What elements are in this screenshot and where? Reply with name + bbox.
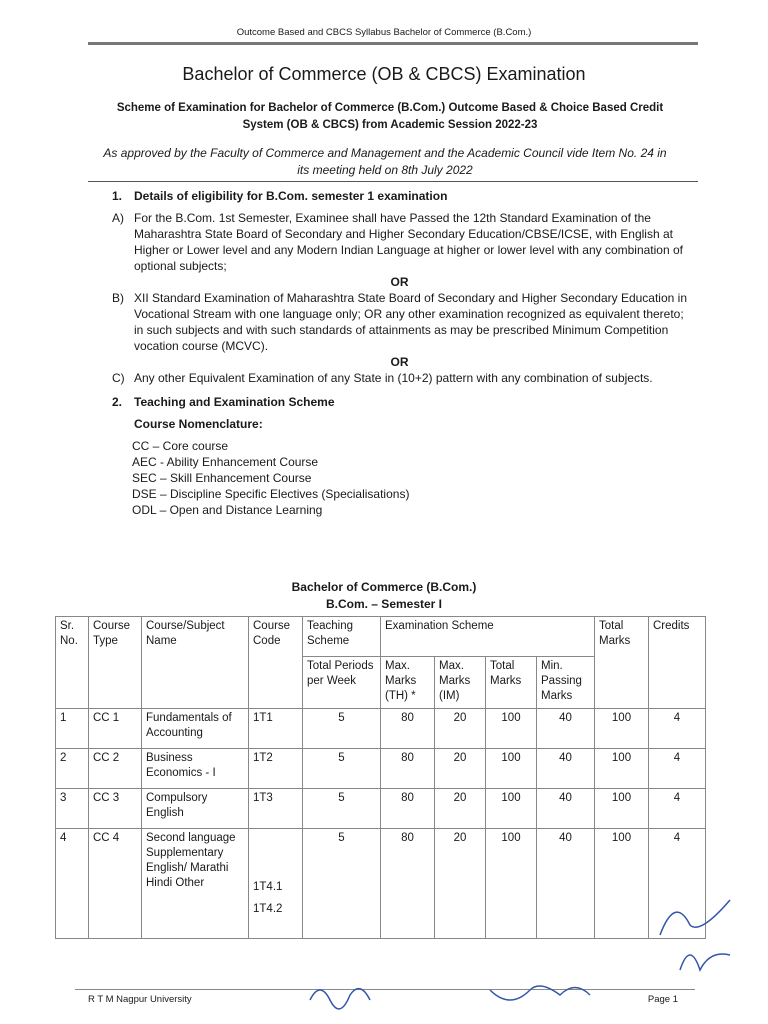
col-im: Max. Marks (IM): [435, 657, 486, 709]
col-th: Max. Marks (TH) *: [381, 657, 435, 709]
cell-code: 1T3: [249, 789, 303, 829]
table-title: Bachelor of Commerce (B.Com.): [291, 580, 477, 594]
cell-total: 100: [595, 829, 649, 939]
cell-sr: 4: [56, 829, 89, 939]
nomenclature-item: ODL – Open and Distance Learning: [132, 503, 323, 517]
approval-note: As approved by the Faculty of Commerce and Management and the Academic Council vide Item No. 24 in its meeting held on 8th July 2022: [103, 146, 667, 177]
cell-total: 100: [595, 749, 649, 789]
section-number: 1.: [112, 189, 123, 203]
section-heading: Details of eligibility for B.Com. semester 1 examination: [134, 189, 448, 203]
signature-scribbles: [300, 960, 700, 1020]
item-label: A): [112, 211, 124, 225]
cell-exam_total: 100: [486, 749, 537, 789]
col-exam-total: Total Marks: [486, 657, 537, 709]
section-heading: Teaching and Examination Scheme: [134, 395, 335, 409]
cell-th: 80: [381, 829, 435, 939]
cell-credits: 4: [649, 709, 706, 749]
col-credits: Credits: [649, 617, 706, 709]
table-subtitle: B.Com. – Semester I: [325, 597, 443, 611]
or-separator: OR: [390, 355, 409, 369]
cell-name: Compulsory English: [142, 789, 249, 829]
nomenclature-item: DSE – Discipline Specific Electives (Specialisations): [132, 487, 410, 501]
header-rule: [88, 42, 698, 45]
table-row: [56, 789, 706, 829]
col-total: Total Marks: [595, 617, 649, 709]
section-eligibility: [112, 188, 687, 576]
table-row: [56, 749, 706, 789]
cell-periods: 5: [303, 749, 381, 789]
cell-im: 20: [435, 829, 486, 939]
cell-type: CC 1: [89, 709, 142, 749]
subtitle: Scheme of Examination for Bachelor of Commerce (B.Com.) Outcome Based & Choice Based Credit System (OB & CBCS) from Academic Session 2022-23: [116, 102, 664, 131]
margin-signature: [650, 880, 740, 980]
section-number: 2.: [112, 395, 123, 409]
cell-min: 40: [537, 709, 595, 749]
cell-periods: 5: [303, 709, 381, 749]
col-name: Course/Subject Name: [142, 617, 249, 709]
cell-im: 20: [435, 709, 486, 749]
nomenclature-item: AEC - Ability Enhancement Course: [132, 455, 319, 469]
cell-min: 40: [537, 829, 595, 939]
header-row: [56, 617, 706, 657]
item-label: B): [112, 291, 124, 305]
cell-type: CC 4: [89, 829, 142, 939]
nomenclature-list: [132, 438, 687, 518]
col-type: Course Type: [89, 617, 142, 709]
item-text: For the B.Com. 1st Semester, Examinee shall have Passed the 12th Standard Examination of the Maharashtra State Board of Secondary and Higher Secondary Education/CBSE/ICSE, with English at Higher or Lower level and any Modern Indian Language at higher or lower level with any combination of optional subjects;: [134, 211, 683, 273]
cell-exam_total: 100: [486, 709, 537, 749]
page-title: Bachelor of Commerce (OB & CBCS) Examination: [182, 64, 586, 84]
table-row: [56, 829, 706, 939]
cell-im: 20: [435, 749, 486, 789]
divider: [88, 181, 698, 182]
cell-total: 100: [595, 789, 649, 829]
scheme-table: [55, 616, 706, 939]
footer-university: R T M Nagpur University: [88, 994, 192, 1005]
item-text: Any other Equivalent Examination of any State in (10+2) pattern with any combination of subjects.: [134, 371, 653, 385]
cell-periods: 5: [303, 829, 381, 939]
cell-min: 40: [537, 749, 595, 789]
cell-exam_total: 100: [486, 829, 537, 939]
page-number: Page 1: [647, 994, 678, 1005]
col-teaching: Teaching Scheme: [303, 617, 381, 657]
cell-credits: 4: [649, 789, 706, 829]
cell-periods: 5: [303, 789, 381, 829]
nomenclature-item: SEC – Skill Enhancement Course: [132, 471, 312, 485]
cell-credits: 4: [649, 829, 706, 939]
item-text: XII Standard Examination of Maharashtra State Board of Secondary and Higher Secondary Education in Vocational Stream with one language only; OR any other examination recognized as equivalent thereto; in such subjects and with such standards of attainments as may be prescribed Minimum Competition vocation course (MCVC).: [134, 291, 687, 353]
running-header: Outcome Based and CBCS Syllabus Bachelor of Commerce (B.Com.): [236, 27, 532, 38]
cell-sr: 2: [56, 749, 89, 789]
or-separator: OR: [390, 275, 409, 289]
cell-type: CC 3: [89, 789, 142, 829]
col-min: Min. Passing Marks: [537, 657, 595, 709]
cell-code: 1T2: [249, 749, 303, 789]
col-code: Course Code: [249, 617, 303, 709]
nomenclature-item: CC – Core course: [132, 439, 229, 453]
cell-sr: 3: [56, 789, 89, 829]
cell-th: 80: [381, 709, 435, 749]
item-label: C): [112, 371, 125, 385]
col-sr: Sr. No.: [56, 617, 89, 709]
cell-total: 100: [595, 709, 649, 749]
cell-name: Business Economics - I: [142, 749, 249, 789]
col-exam: Examination Scheme: [381, 617, 595, 657]
cell-code: 1T1: [249, 709, 303, 749]
cell-type: CC 2: [89, 749, 142, 789]
cell-sr: 1: [56, 709, 89, 749]
cell-th: 80: [381, 749, 435, 789]
nomenclature-heading: Course Nomenclature:: [134, 417, 263, 431]
cell-name: Fundamentals of Accounting: [142, 709, 249, 749]
table-row: [56, 709, 706, 749]
cell-code: 1T4.1 1T4.2: [249, 829, 303, 939]
cell-name: Second language Supplementary English/ Marathi Hindi Other: [142, 829, 249, 939]
col-periods: Total Periods per Week: [303, 657, 381, 709]
cell-min: 40: [537, 789, 595, 829]
cell-im: 20: [435, 789, 486, 829]
cell-th: 80: [381, 789, 435, 829]
cell-credits: 4: [649, 749, 706, 789]
cell-exam_total: 100: [486, 789, 537, 829]
